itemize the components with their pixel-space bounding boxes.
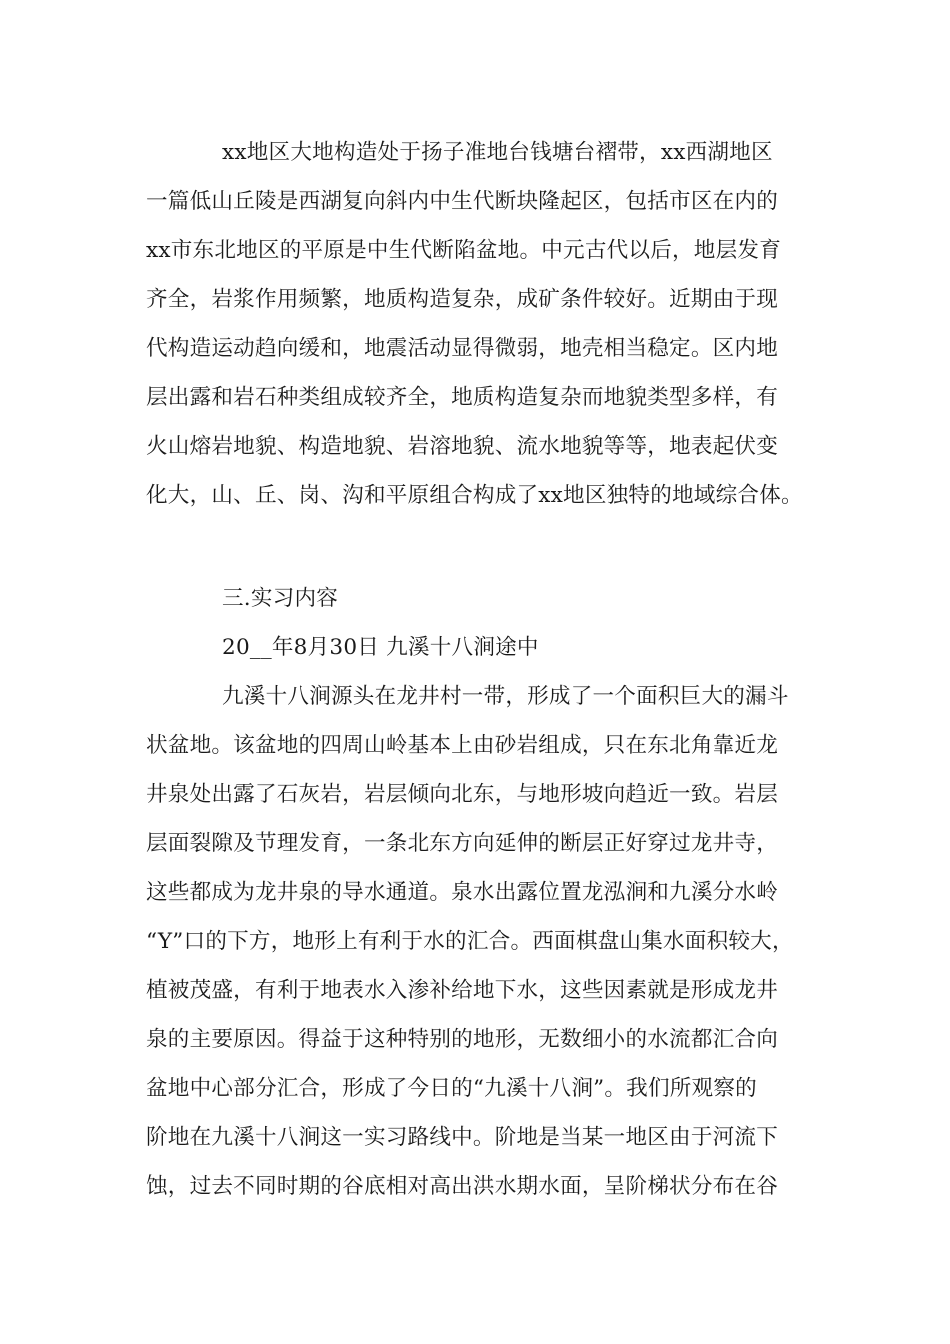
body-line: 阶地在九溪十八涧这一实习路线中。阶地是当某一地区由于河流下	[146, 1125, 779, 1150]
body-line: 井泉处出露了石灰岩，岩层倾向北东，与地形坡向趋近一致。岩层	[146, 782, 779, 807]
section-heading: 三.实习内容	[222, 586, 339, 611]
paragraph-line: 代构造运动趋向缓和，地震活动显得微弱，地壳相当稳定。区内地	[146, 336, 779, 361]
date-line: 20__年8月30日 九溪十八涧途中	[222, 635, 539, 660]
body-line: “Y”口的下方，地形上有利于水的汇合。西面棋盘山集水面积较大，	[146, 929, 794, 954]
paragraph-line: 火山熔岩地貌、构造地貌、岩溶地貌、流水地貌等等，地表起伏变	[146, 434, 779, 459]
body-line: 九溪十八涧源头在龙井村一带，形成了一个面积巨大的漏斗	[222, 684, 789, 709]
body-line: 泉的主要原因。得益于这种特别的地形，无数细小的水流都汇合向	[146, 1027, 779, 1052]
body-line: 植被茂盛，有利于地表水入渗补给地下水，这些因素就是形成龙井	[146, 978, 779, 1003]
paragraph-line: 齐全，岩浆作用频繁，地质构造复杂，成矿条件较好。近期由于现	[146, 287, 779, 312]
body-line: 盆地中心部分汇合，形成了今日的“九溪十八涧”。我们所观察的	[146, 1076, 757, 1101]
paragraph-line: xx市东北地区的平原是中生代断陷盆地。中元古代以后，地层发育	[146, 238, 781, 263]
body-line: 这些都成为龙井泉的导水通道。泉水出露位置龙泓涧和九溪分水岭	[146, 880, 779, 905]
paragraph-line: 化大，山、丘、岗、沟和平原组合构成了xx地区独特的地域综合体。	[146, 483, 803, 508]
body-line: 状盆地。该盆地的四周山岭基本上由砂岩组成，只在东北角靠近龙	[146, 733, 779, 758]
paragraph-line: xx地区大地构造处于扬子准地台钱塘台褶带，xx西湖地区	[222, 140, 773, 165]
body-line: 层面裂隙及节理发育，一条北东方向延伸的断层正好穿过龙井寺，	[146, 831, 779, 856]
paragraph-line: 一篇低山丘陵是西湖复向斜内中生代断块隆起区，包括市区在内的	[146, 189, 779, 214]
body-line: 蚀，过去不同时期的谷底相对高出洪水期水面，呈阶梯状分布在谷	[146, 1174, 779, 1199]
paragraph-line: 层出露和岩石种类组成较齐全，地质构造复杂而地貌类型多样，有	[146, 385, 779, 410]
